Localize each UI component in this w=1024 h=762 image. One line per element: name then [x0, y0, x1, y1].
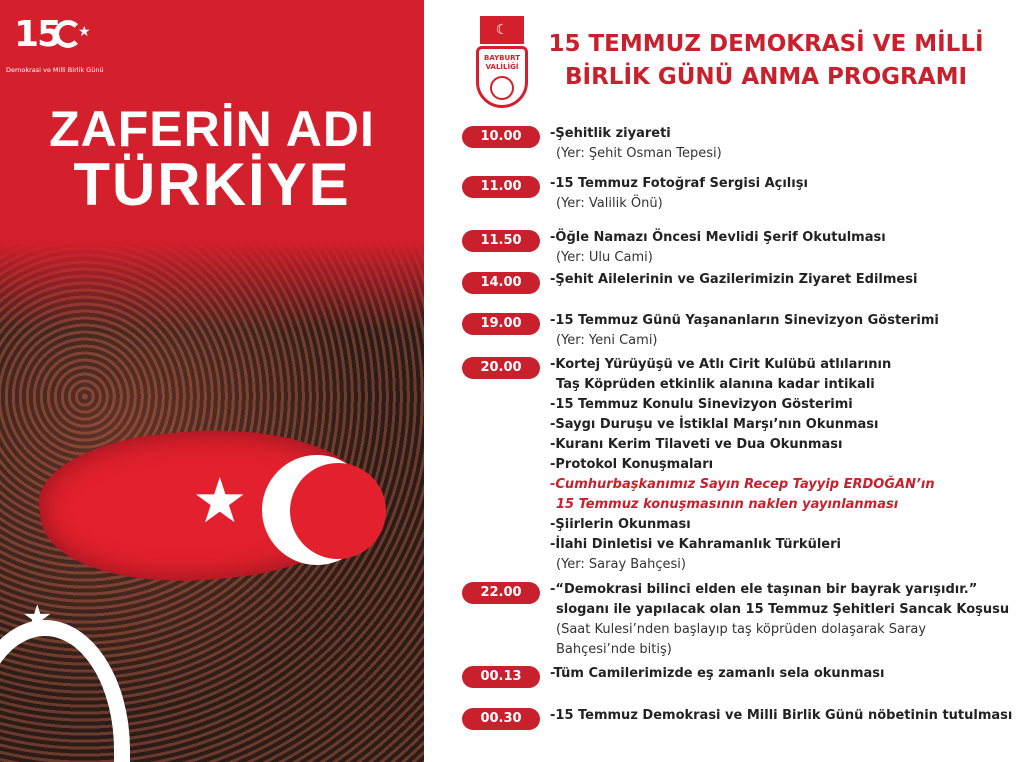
- event-line: -15 Temmuz Konulu Sinevizyon Gösterimi: [550, 397, 853, 412]
- logo-number: 15: [14, 14, 61, 55]
- event-lines: [550, 228, 1024, 268]
- emblem-text-1: BAYBURT: [483, 54, 521, 62]
- event-line: -15 Temmuz Fotoğraf Sergisi Açılışı: [550, 176, 808, 191]
- event-line: -Şehitlik ziyareti: [550, 126, 671, 141]
- event-line: -Saygı Duruşu ve İstiklal Marşı’nın Okunması: [550, 417, 879, 432]
- program-panel: [424, 0, 1024, 762]
- poster-panel: [0, 0, 424, 762]
- event-lines: [550, 355, 1024, 575]
- time-badge: 11.50: [462, 230, 540, 252]
- time-badge: 20.00: [462, 357, 540, 379]
- time-badge: 22.00: [462, 582, 540, 604]
- event-line: -İlahi Dinletisi ve Kahramanlık Türküleri: [550, 537, 841, 552]
- event-lines: [550, 706, 1024, 726]
- event-line: -15 Temmuz Demokrasi ve Milli Birlik Günü nöbetinin tutulması: [550, 708, 1013, 723]
- emblem-text-2: VALİLİĞİ: [485, 63, 519, 71]
- event-line: -Tüm Camilerimizde eş zamanlı sela okunması: [550, 666, 885, 681]
- flag-icon: ☾: [480, 16, 524, 44]
- logo-subtitle: Demokrasi ve Milli Birlik Günü: [6, 66, 104, 74]
- time-badge: 19.00: [462, 313, 540, 335]
- event-line: sloganı ile yapılacak olan 15 Temmuz Şehitleri Sancak Koşusu: [556, 602, 1010, 617]
- event-lines: [550, 124, 1024, 164]
- event-line: (Yer: Yeni Cami): [556, 333, 658, 348]
- event-line: -15 Temmuz Günü Yaşananların Sinevizyon Gösterimi: [550, 313, 939, 328]
- event-line: -Şiirlerin Okunması: [550, 517, 691, 532]
- event-line: (Saat Kulesi’nden başlayıp taş köprüden dolaşarak Saray: [556, 622, 927, 637]
- page-title: [536, 28, 996, 94]
- event-line: -Protokol Konuşmaları: [550, 457, 714, 472]
- title-line2: BİRLİK GÜNÜ ANMA PROGRAMI: [564, 64, 968, 90]
- hero-line1: ZAFERİN ADI: [49, 101, 375, 157]
- governorship-emblem: [476, 16, 528, 108]
- time-badge: 00.13: [462, 666, 540, 688]
- time-badge: 14.00: [462, 272, 540, 294]
- event-lines: [550, 174, 1024, 214]
- event-line: -Öğle Namazı Öncesi Mevlidi Şerif Okutulması: [550, 230, 886, 245]
- seal-icon: [490, 76, 514, 100]
- event-line: (Yer: Saray Bahçesi): [556, 557, 686, 572]
- event-line: (Yer: Şehit Osman Tepesi): [556, 146, 722, 161]
- logo-star-icon: ★: [78, 24, 91, 40]
- event-line: Bahçesi’nde bitiş): [556, 642, 672, 657]
- event-lines: [550, 311, 1024, 351]
- event-line: -“Demokrasi bilinci elden ele taşınan bir bayrak yarışıdır.”: [550, 582, 978, 597]
- time-badge: 10.00: [462, 126, 540, 148]
- time-badge: 11.00: [462, 176, 540, 198]
- event-line: (Yer: Ulu Cami): [556, 250, 653, 265]
- title-line1: 15 TEMMUZ DEMOKRASİ VE MİLLİ: [548, 31, 984, 57]
- hero-line2: TÜRKİYE: [73, 151, 351, 218]
- flag-star-icon: ★: [192, 464, 248, 537]
- event-lines: [550, 664, 1024, 684]
- event-line: (Yer: Valilik Önü): [556, 196, 663, 211]
- event-line: -Kortej Yürüyüşü ve Atlı Cirit Kulübü atlılarının: [550, 357, 892, 372]
- event-line: -Cumhurbaşkanımız Sayın Recep Tayyip ERDOĞAN’ın: [550, 477, 935, 492]
- event-lines: [550, 270, 1024, 290]
- event-line: Taş Köprüden etkinlik alanına kadar intikali: [556, 377, 875, 392]
- event-line: -Şehit Ailelerinin ve Gazilerimizin Ziyaret Edilmesi: [550, 272, 918, 287]
- event-lines: [550, 580, 1024, 660]
- logo-15: [14, 12, 94, 64]
- star-icon: ★: [22, 598, 53, 638]
- event-line: 15 Temmuz konuşmasının naklen yayınlanması: [556, 497, 899, 512]
- event-line: -Kuranı Kerim Tilaveti ve Dua Okunması: [550, 437, 843, 452]
- time-badge: 00.30: [462, 708, 540, 730]
